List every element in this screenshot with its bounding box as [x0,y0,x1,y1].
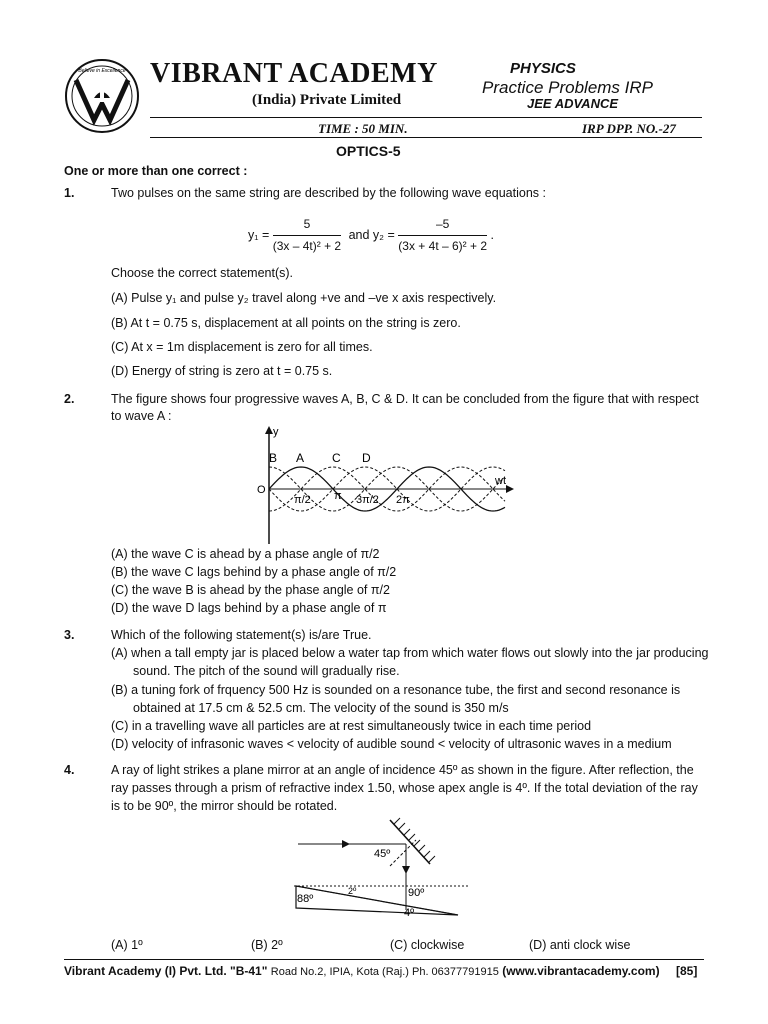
wave-label-b: B [269,451,278,465]
ray-arrow [342,840,350,848]
option-b[interactable]: (B) At t = 0.75 s, displacement at all points on the string is zero. [111,316,461,330]
header-divider-2 [150,137,702,138]
subject-title: PHYSICS [510,60,576,77]
question-text-cont: is to be 90º, the mirror should be rotated. [111,799,338,813]
angle-label-2: 2º [348,886,357,896]
question-text: The figure shows four progressive waves A, B, C & D. It can be concluded from the figure that with respect [111,392,699,406]
topic-title: OPTICS-5 [336,143,401,159]
fraction-numerator: 5 [273,216,341,236]
fraction-numerator: –5 [398,216,487,236]
tick-label-pi: π [334,490,342,502]
question-text: Which of the following statement(s) is/are True. [111,628,372,642]
equation [248,216,494,255]
eq-y2: and y₂ = [348,228,395,242]
wave-label-c: C [332,451,341,465]
question-prompt: Choose the correct statement(s). [111,266,294,280]
footer-divider [64,959,704,960]
option-c[interactable]: (C) clockwise [390,938,465,952]
option-b[interactable]: (B) the wave C lags behind by a phase angle of π/2 [111,565,397,579]
fraction-y1 [273,216,341,255]
eq-period: . [490,228,494,242]
footer-company: Vibrant Academy (I) Pvt. Ltd. "B-41" [64,964,268,978]
question-number: 3. [64,628,75,642]
option-b[interactable]: (B) a tuning fork of frquency 500 Hz is sounded on a resonance tube, the first and second resonance is [111,683,681,697]
option-d[interactable]: (D) Energy of string is zero at t = 0.75 s. [111,364,333,378]
option-c[interactable]: (C) in a travelling wave all particles are at rest simultaneously twice in each time period [111,719,592,733]
option-b[interactable]: (B) 2º [251,938,283,952]
option-a-cont: sound. The pitch of the sound will gradually rise. [133,664,400,678]
option-c[interactable]: (C) At x = 1m displacement is zero for all times. [111,340,373,354]
tick-label-pi-over-2: π/2 [294,494,311,506]
brand-name: VIBRANT ACADEMY [150,58,438,89]
mirror-hatching [394,818,435,862]
prism-edge [296,886,458,915]
wave-label-a: A [296,451,305,465]
angle-label-45: 45º [374,848,391,860]
eq-y1: y₁ = [248,228,270,242]
option-d[interactable]: (D) the wave D lags behind by a phase angle of π [111,601,387,615]
time-label: TIME : 50 MIN. [318,121,408,136]
option-a[interactable]: (A) when a tall empty jar is placed below a water tap from which water flows out slowly into the jar producing [111,646,709,660]
fraction-denominator: (3x – 4t)² + 2 [272,239,342,253]
practice-title: Practice Problems IRP [482,78,653,97]
question-text: A ray of light strikes a plane mirror at an angle of incidence 45º as shown in the figure. After reflection, the [111,763,694,777]
question-text-cont: to wave A : [111,409,172,423]
option-c[interactable]: (C) the wave B is ahead by the phase angle of π/2 [111,583,390,597]
dpp-number: IRP DPP. NO.-27 [582,121,676,136]
footer-website[interactable]: (www.vibrantacademy.com) [502,964,660,978]
option-a[interactable]: (A) the wave C is ahead by a phase angle of π/2 [111,547,380,561]
option-b-cont: obtained at 17.5 cm & 52.5 cm. The velocity of the sound is 350 m/s [133,701,509,715]
brand-subtitle: (India) Private Limited [252,92,402,108]
plane-mirror [390,820,430,864]
page-number: [85] [676,964,698,978]
question-number: 1. [64,186,75,200]
axis-label-wt: wt [495,475,506,487]
fraction-denominator: (3x + 4t – 6)² + 2 [398,239,488,253]
option-a[interactable]: (A) Pulse y₁ and pulse y₂ travel along +ve and –ve x axis respectively. [111,291,497,305]
option-d[interactable]: (D) velocity of infrasonic waves < velocity of audible sound < velocity of ultrasonic waves in a medium [111,737,672,751]
angle-label-90: 90º [408,887,425,899]
x-axis-arrow [506,485,514,493]
option-a[interactable]: (A) 1º [111,938,143,952]
angle-label-88: 88º [297,893,314,905]
angle-label-4: 4º [404,907,415,919]
fraction-y2 [398,216,487,255]
axis-label-y: y [273,426,279,438]
question-text: Two pulses on the same string are described by the following wave equations : [111,186,546,200]
y-axis-arrow [265,426,273,434]
question-text-cont: ray passes through a prism of refractive index 1.50, whose apex angle is 4º. If the total deviation of the ray [111,781,698,795]
tick-label-2pi: 2π [396,494,410,506]
ray-arrow [402,866,410,874]
option-d[interactable]: (D) anti clock wise [529,938,631,952]
section-title: One or more than one correct : [64,164,248,178]
question-number: 2. [64,392,75,406]
wave-label-d: D [362,451,371,465]
exam-label: JEE ADVANCE [527,96,619,111]
tick-label-3pi-over-2: 3π/2 [356,494,379,506]
academy-logo [64,58,140,134]
footer-text [64,964,660,978]
header-divider [150,117,702,118]
footer-address: Road No.2, IPIA, Kota (Raj.) Ph. 06377791915 [270,966,499,978]
svg-text:Believe in Excellence: Believe in Excellence [78,68,126,74]
origin-label: O [257,484,266,496]
mirror-prism-figure [290,814,480,926]
question-number: 4. [64,763,75,777]
waves-figure [250,422,520,546]
